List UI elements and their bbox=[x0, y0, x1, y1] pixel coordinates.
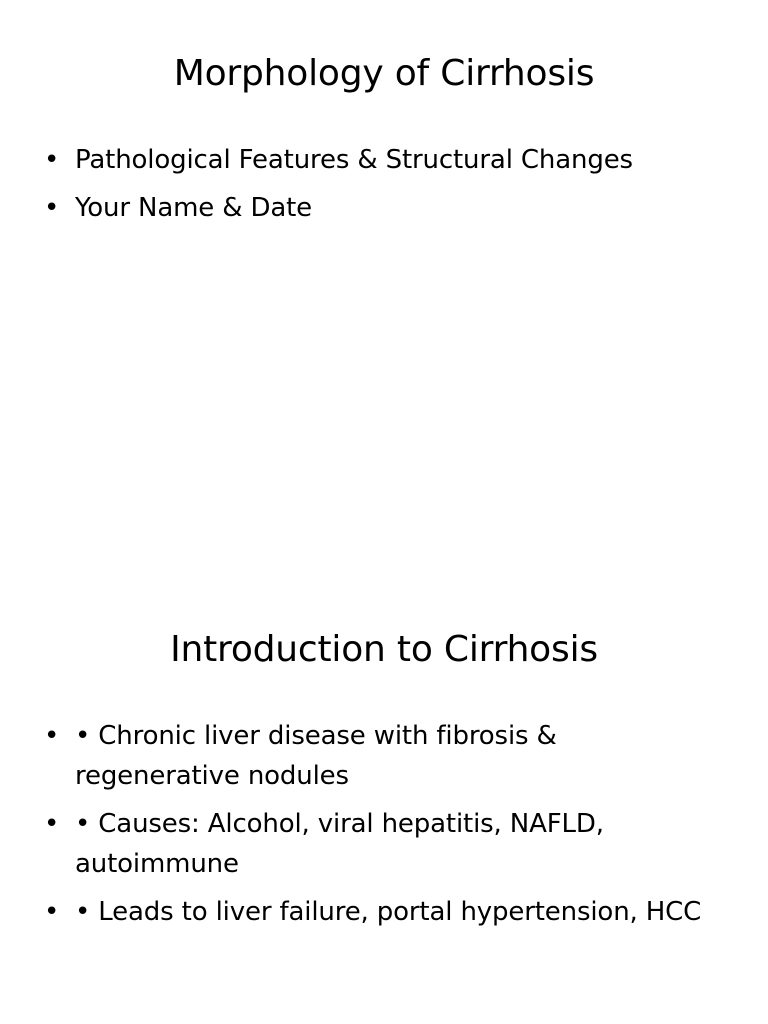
slide-title: Morphology of Cirrhosis bbox=[173, 53, 595, 94]
bullet-text: • Causes: Alcohol, viral hepatitis, NAFLD, autoimmune bbox=[75, 809, 604, 879]
bullet-marker: • bbox=[44, 193, 60, 223]
bullet-item bbox=[44, 188, 704, 228]
bullet-marker: • bbox=[44, 721, 60, 751]
bullet-text: Pathological Features & Structural Changes bbox=[75, 145, 633, 175]
bullet-item bbox=[44, 892, 704, 932]
bullet-item bbox=[44, 716, 704, 796]
bullet-item bbox=[44, 140, 704, 180]
bullet-text: Your Name & Date bbox=[75, 193, 313, 223]
bullet-text: • Chronic liver disease with fibrosis & regenerative nodules bbox=[75, 721, 557, 791]
bullet-item bbox=[44, 804, 704, 884]
slide-title: Introduction to Cirrhosis bbox=[170, 629, 598, 670]
slide-2 bbox=[0, 576, 768, 1024]
bullet-text: • Leads to liver failure, portal hypertension, HCC bbox=[75, 897, 702, 927]
bullet-marker: • bbox=[44, 897, 60, 927]
bullet-list bbox=[44, 716, 704, 940]
bullet-list bbox=[44, 140, 704, 236]
bullet-marker: • bbox=[44, 809, 60, 839]
bullet-marker: • bbox=[44, 145, 60, 175]
